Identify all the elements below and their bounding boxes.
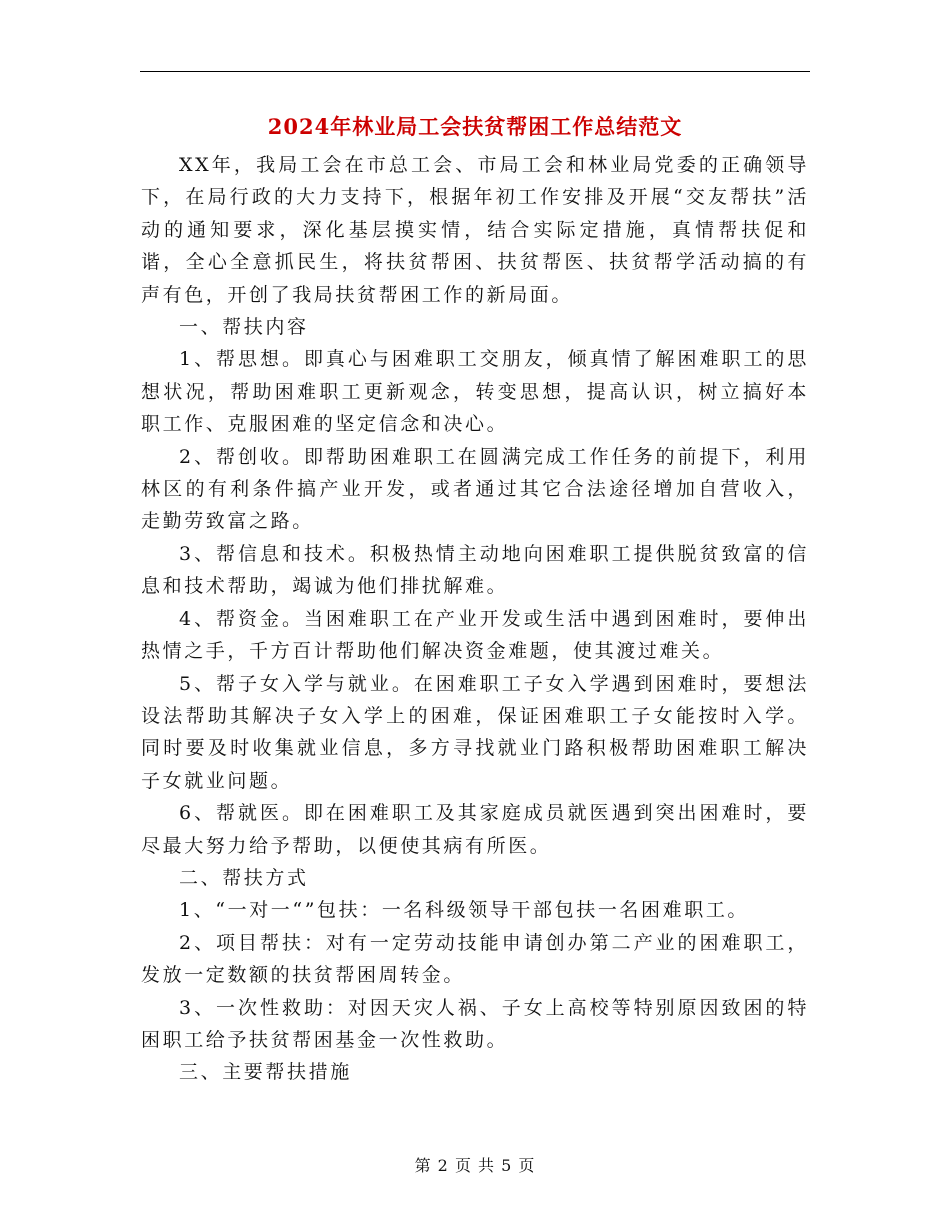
document-title: 2024年林业局工会扶贫帮困工作总结范文 (267, 114, 683, 139)
paragraph-item: 1、帮思想。即真心与困难职工交朋友，倾真情了解困难职工的思想状况，帮助困难职工更新观念，转变思想，提高认识，树立搞好本职工作、克服困难的坚定信念和决心。 (141, 348, 809, 436)
paragraph-item: 3、一次性救助：对因天灾人祸、子女上高校等特别原因致困的特困职工给予扶贫帮困基金一次性救助。 (141, 996, 809, 1051)
paragraph-item: 1、“一对一“”包扶：一名科级领导干部包扶一名困难职工。 (179, 899, 750, 922)
page-number: 第 2 页 共 5 页 (414, 1156, 536, 1175)
paragraph-item: 6、帮就医。即在困难职工及其家庭成员就医遇到突出困难时，要尽最大努力给予帮助，以便使其病有所医。 (141, 802, 809, 857)
paragraph-item: 3、帮信息和技术。积极热情主动地向困难职工提供脱贫致富的信息和技术帮助，竭诚为他们排扰解难。 (141, 542, 809, 598)
paragraph-intro: XX年，我局工会在市总工会、市局工会和林业局党委的正确领导下，在局行政的大力支持下，根据年初工作安排及开展“交友帮扶”活动的通知要求，深化基层摸实情，结合实际定措施，真情帮扶促和谐，全心全意抓民生，将扶贫帮困、扶贫帮医、扶贫帮学活动搞的有声有色，开创了我局扶贫帮困工作的新局面。 (141, 154, 809, 306)
paragraph-item: 4、帮资金。当困难职工在产业开发或生活中遇到困难时，要伸出热情之手，千方百计帮助他们解决资金难题，使其渡过难关。 (141, 607, 809, 663)
header-rule (140, 71, 810, 72)
section-heading-methods: 二、帮扶方式 (179, 866, 309, 889)
paragraph-item: 2、帮创收。即帮助困难职工在圆满完成工作任务的前提下，利用林区的有利条件搞产业开发，或者通过其它合法途径增加自营收入，走勤劳致富之路。 (141, 445, 809, 533)
paragraph-item: 2、项目帮扶：对有一定劳动技能申请创办第二产业的困难职工，发放一定数额的扶贫帮困周转金。 (141, 931, 809, 987)
document-body (141, 149, 809, 1089)
section-heading-content: 一、帮扶内容 (179, 316, 309, 339)
paragraph-item: 5、帮子女入学与就业。在困难职工子女入学遇到困难时，要想法设法帮助其解决子女入学上的困难，保证困难职工子女能按时入学。同时要及时收集就业信息，多方寻找就业门路积极帮助困难职工解决子女就业问题。 (141, 672, 809, 792)
section-heading-measures: 三、主要帮扶措施 (179, 1061, 352, 1084)
